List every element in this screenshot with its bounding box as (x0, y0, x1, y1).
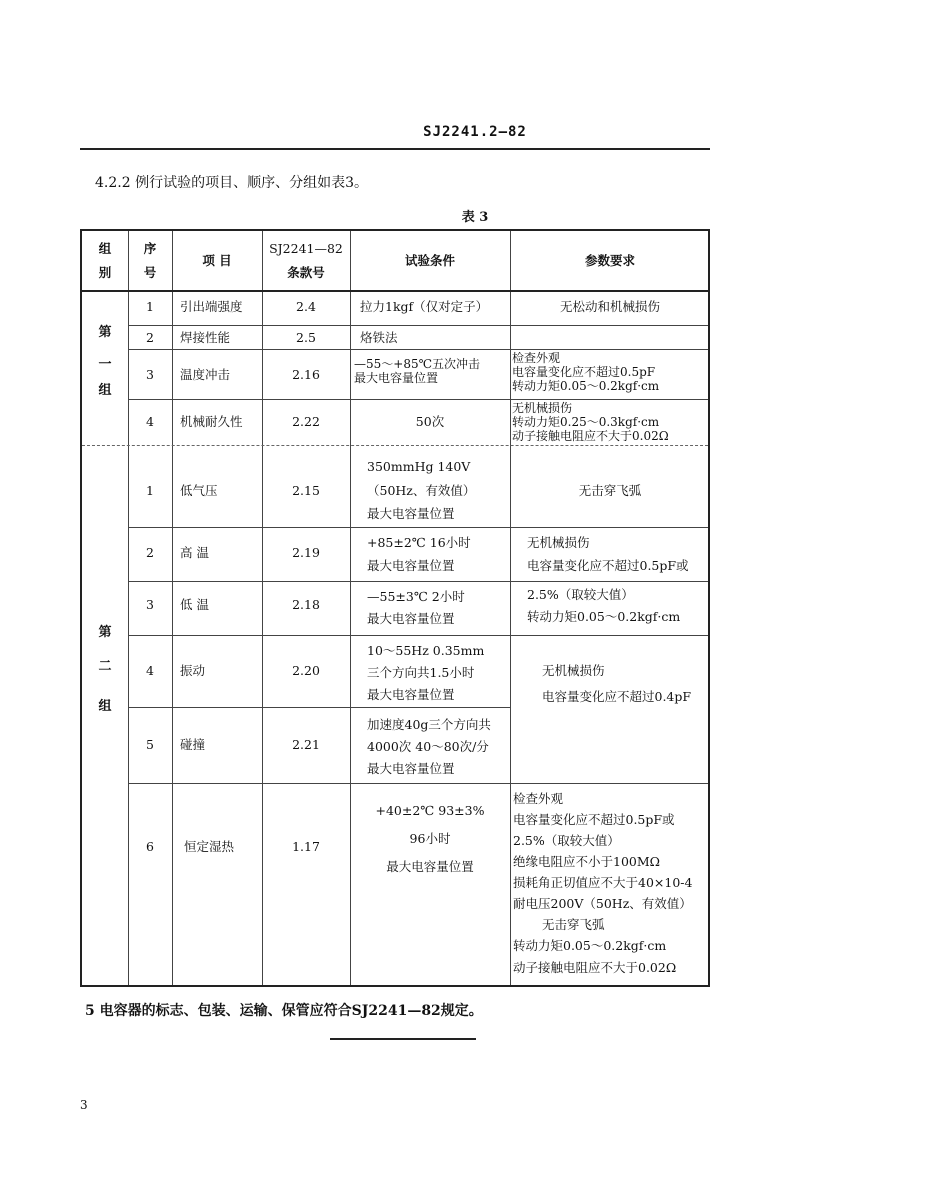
group2-label: 第 二 组 (98, 625, 112, 714)
end-rule (330, 1038, 476, 1040)
col-clause-header-2: 条款号 (287, 265, 325, 280)
intro-paragraph: 4.2.2 例行试验的项目、顺序、分组如表3。 (95, 175, 368, 191)
header-rule (80, 148, 710, 150)
col-group-header-2: 别 (98, 265, 112, 280)
page-number: 3 (80, 1098, 88, 1112)
doc-code-header: SJ2241.2—82 (423, 124, 527, 140)
col-item-header: 项 目 (202, 253, 232, 268)
col-clause-header: SJ2241—82 (269, 241, 343, 256)
routine-test-table: 组 别 序 号 项 目 SJ2241—82 条款号 试验条件 参数要求 第 一 组 第 二 组 1 引出端强度 2.4 拉力1kgf（仅对定子） 无松动和机械损伤 2 焊接性能 2.5 烙铁法 3 温度冲击 2.16 —55～+85℃五次冲击 最大电容量位置 检查外观 电容量变化应不超过0.5pF 转动力矩0.05～0.2kgf·cm 4 机械耐久性 2.22 50次 无机械损伤 转动力矩0.25～0.3kgf·cm 动子接触电阻应不大于0.02Ω 1 低气压 2.15 350mmHg 140V （50Hz、有效值） 最大电容量位置 无击穿飞弧 2 高 温 2.19 +85±2℃ 16小时 最大电容量位置 3 低 温 2.18 —55±3℃ 2小时 最大电容量位置 无机械损伤 电容量变化应不超过0.5pF或 2.5%（取较大值） 转动力矩0.05～0.2kgf·cm 4 振动 2.20 10～55Hz 0.35mm 三个方向共1.5小时 最大电容量位置 5 碰撞 2.21 加速度40g三个方向共 4000次 40～80次/分 最大电容量位置 无机械损伤 电容量变化应不超过0.4pF 6 恒定湿热 1.17 +40±2℃ 93±3% 96小时 最大电容量位置 检查外观 电容量变化应不超过0.5pF或 2.5%（取较大值） 绝缘电阻应不小于100MΩ 损耗角正切值应不大于40×10-4 耐电压200V（50Hz、有效值） 无击穿飞弧 转动力矩0.05～0.2kgf·cm 动子接触电阻应不大于0.02Ω (80, 229, 710, 987)
col-cond-header: 试验条件 (404, 253, 455, 268)
col-group-header: 组 (98, 241, 112, 256)
col-seq-header-2: 号 (143, 265, 157, 280)
group1-label: 第 一 组 (98, 325, 112, 398)
col-seq-header: 序 (143, 241, 157, 256)
section5-text: 5 电容器的标志、包装、运输、保管应符合SJ2241—82规定。 (85, 1003, 483, 1019)
table-caption: 表 3 (461, 210, 489, 225)
col-req-header: 参数要求 (584, 253, 635, 268)
